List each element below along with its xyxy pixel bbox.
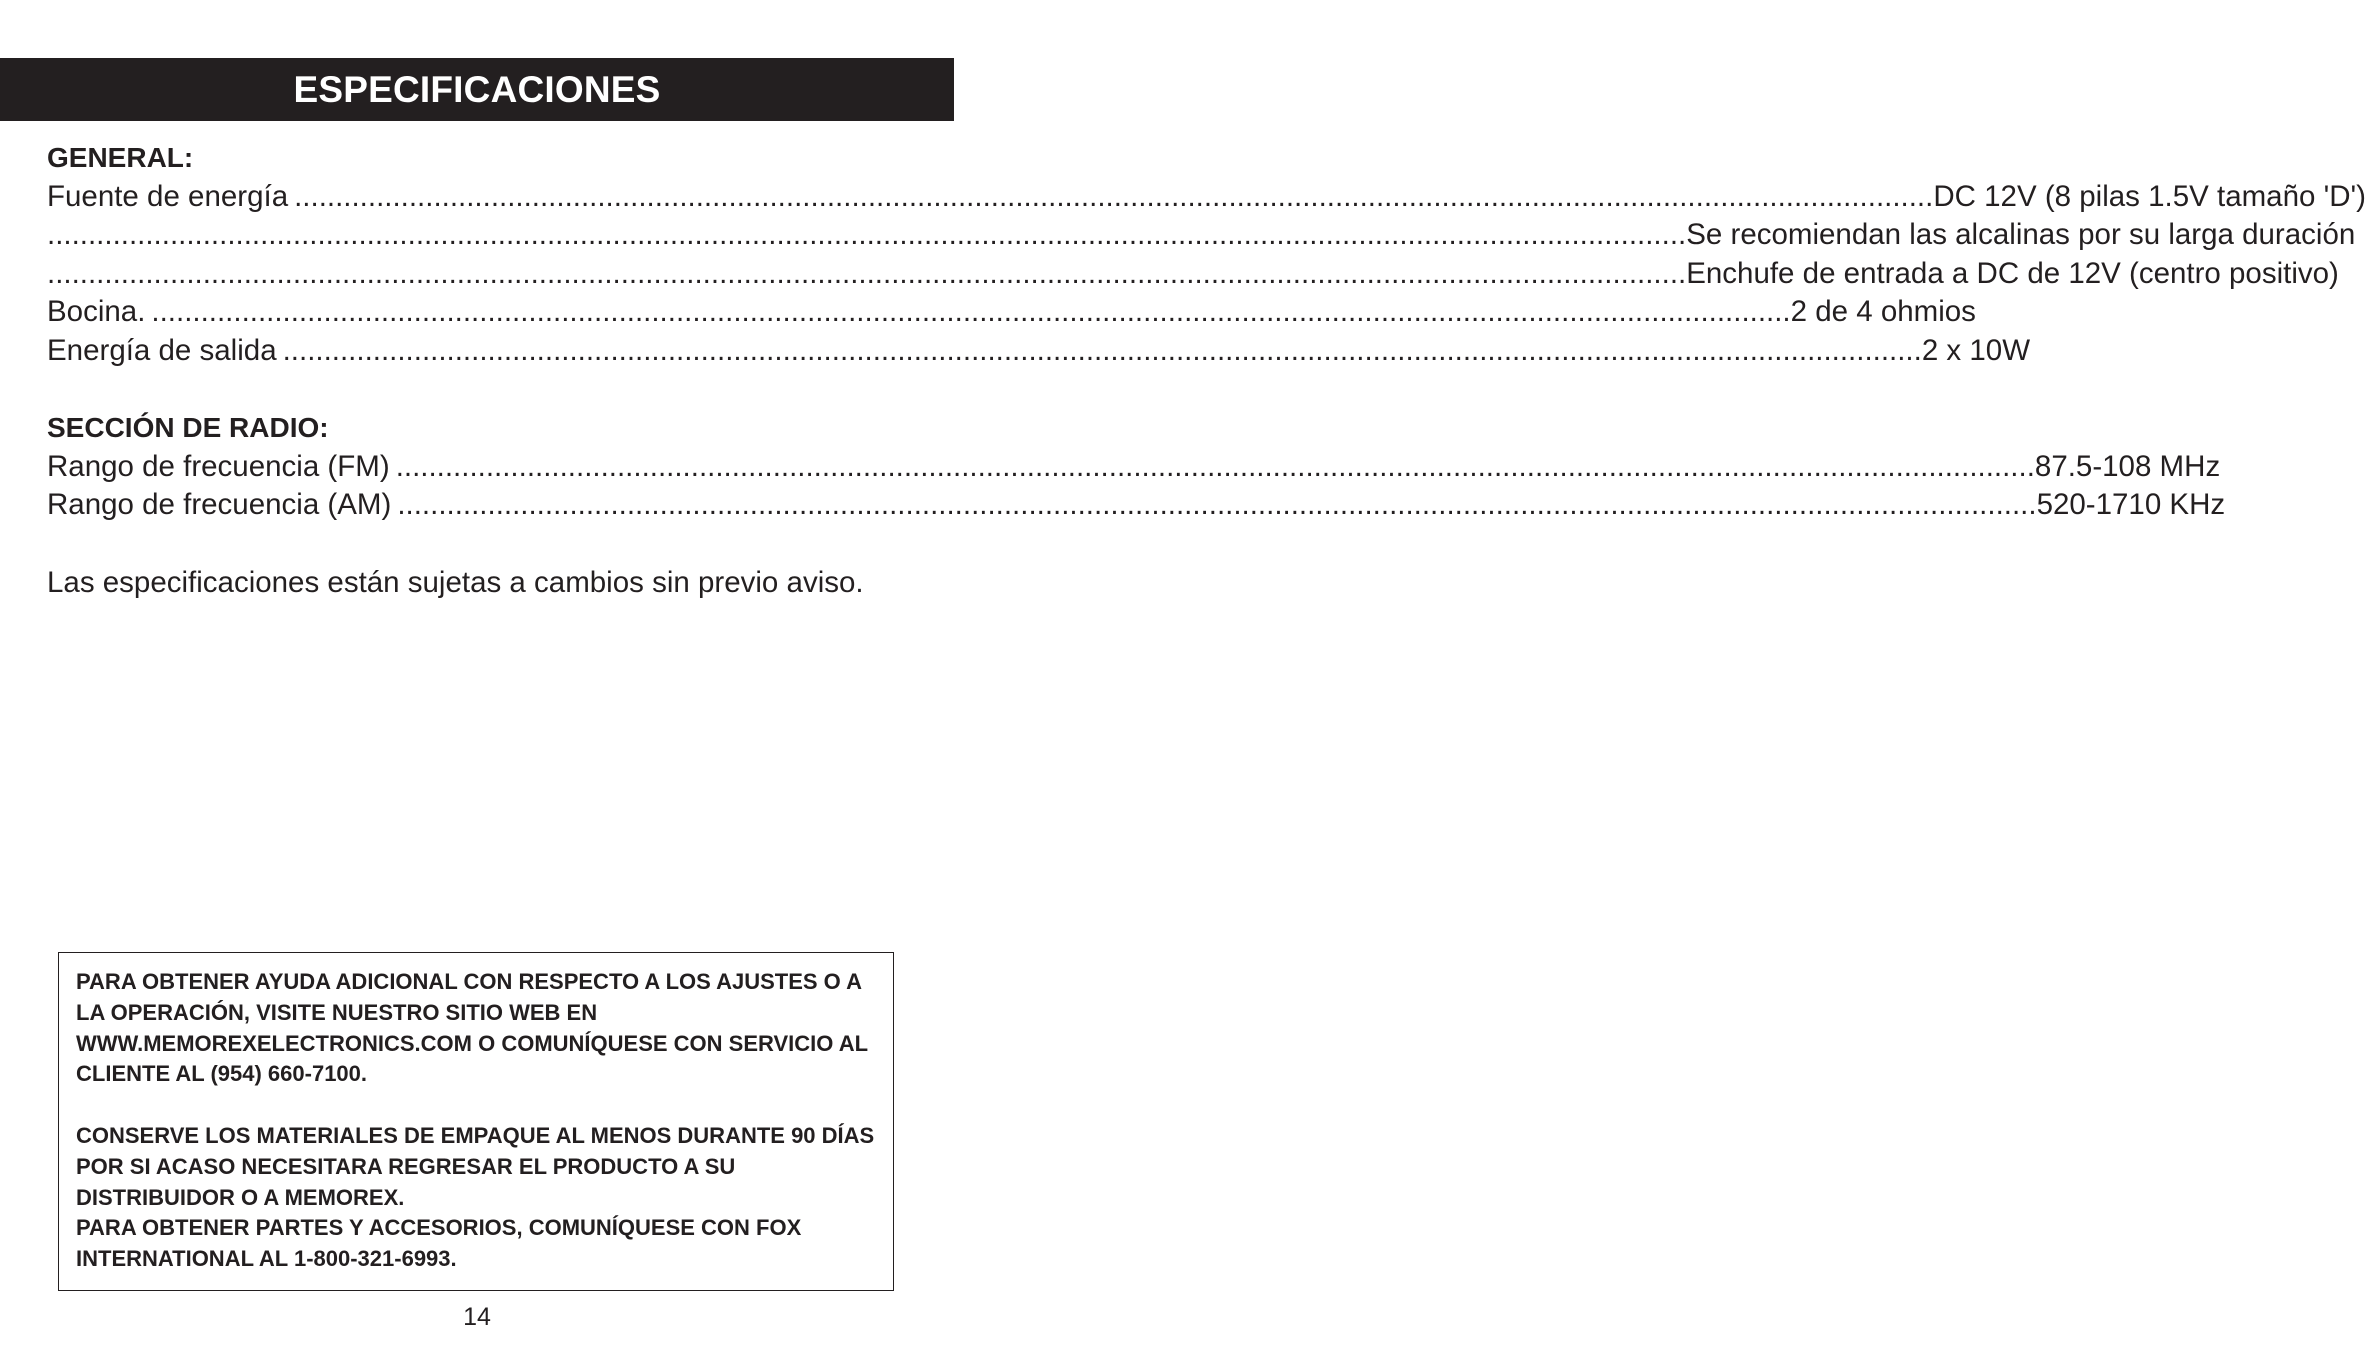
spec-value: 87.5-108 MHz: [2034, 449, 2221, 483]
change-notice: Las especificaciones están sujetas a cambios sin previo aviso.: [47, 565, 864, 599]
spec-row-output-power: [47, 332, 2031, 371]
spec-label: Energía de salida: [47, 333, 277, 367]
spec-value: DC 12V (8 pilas 1.5V tamaño 'D'): [1933, 179, 2366, 213]
spacer: [47, 371, 887, 410]
help-box: [58, 952, 894, 1291]
spec-value: 520-1710 KHz: [2036, 488, 2226, 522]
dot-leader: ........................................................................................................................................................................................................: [47, 218, 1687, 252]
help-paragraph-support: PARA OBTENER AYUDA ADICIONAL CON RESPECTO A LOS AJUSTES O A LA OPERACIÓN, VISITE NUESTRO SITIO WEB EN WWW.MEMOREXELECTRONICS.COM O COMUNÍQUESE CON SERVICIO AL CLIENTE AL (954) 660-7100.: [76, 969, 868, 1087]
spec-row-speaker: [47, 293, 1976, 332]
spec-label: Rango de frecuencia (AM): [47, 488, 392, 522]
spec-row-alkaline-note: [47, 216, 2356, 255]
page-title: ESPECIFICACIONES: [0, 58, 954, 121]
spacer: [76, 1090, 877, 1121]
general-heading: GENERAL:: [47, 142, 194, 173]
spacer: [47, 525, 887, 564]
spec-value: Enchufe de entrada a DC de 12V (centro positivo): [1686, 256, 2339, 290]
spec-label: Bocina.: [47, 295, 146, 329]
spec-value: 2 x 10W: [1921, 333, 2031, 367]
specifications-content: [47, 139, 2366, 602]
dot-leader: ........................................................................................................................................................................................................: [151, 295, 1791, 329]
spec-label: Fuente de energía: [47, 179, 289, 213]
dot-leader: ........................................................................................................................................................................................................: [294, 179, 1934, 213]
help-paragraph-packaging: CONSERVE LOS MATERIALES DE EMPAQUE AL MENOS DURANTE 90 DÍAS POR SI ACASO NECESITARA REGRESAR EL PRODUCTO A SU DISTRIBUIDOR O A MEMOREX.: [76, 1122, 875, 1210]
dot-leader: ........................................................................................................................................................................................................: [395, 449, 2035, 483]
spec-label: Rango de frecuencia (FM): [47, 449, 390, 483]
spec-value: 2 de 4 ohmios: [1790, 295, 1976, 329]
spec-row-dc-input: [47, 255, 2339, 294]
radio-heading: SECCIÓN DE RADIO:: [47, 412, 329, 444]
spec-row-am-range: [47, 486, 2226, 525]
dot-leader: ........................................................................................................................................................................................................: [397, 488, 2037, 522]
help-paragraph-parts: PARA OBTENER PARTES Y ACCESORIOS, COMUNÍQUESE CON FOX INTERNATIONAL AL 1-800-321-6993.: [76, 1215, 802, 1272]
spec-row-power-source: [47, 178, 2366, 217]
spec-row-fm-range: [47, 448, 2221, 487]
dot-leader: ........................................................................................................................................................................................................: [282, 333, 1922, 367]
dot-leader: ........................................................................................................................................................................................................: [47, 256, 1687, 290]
page-number: 14: [463, 1303, 491, 1331]
spec-value: Se recomiendan las alcalinas por su larga duración: [1686, 218, 2356, 252]
